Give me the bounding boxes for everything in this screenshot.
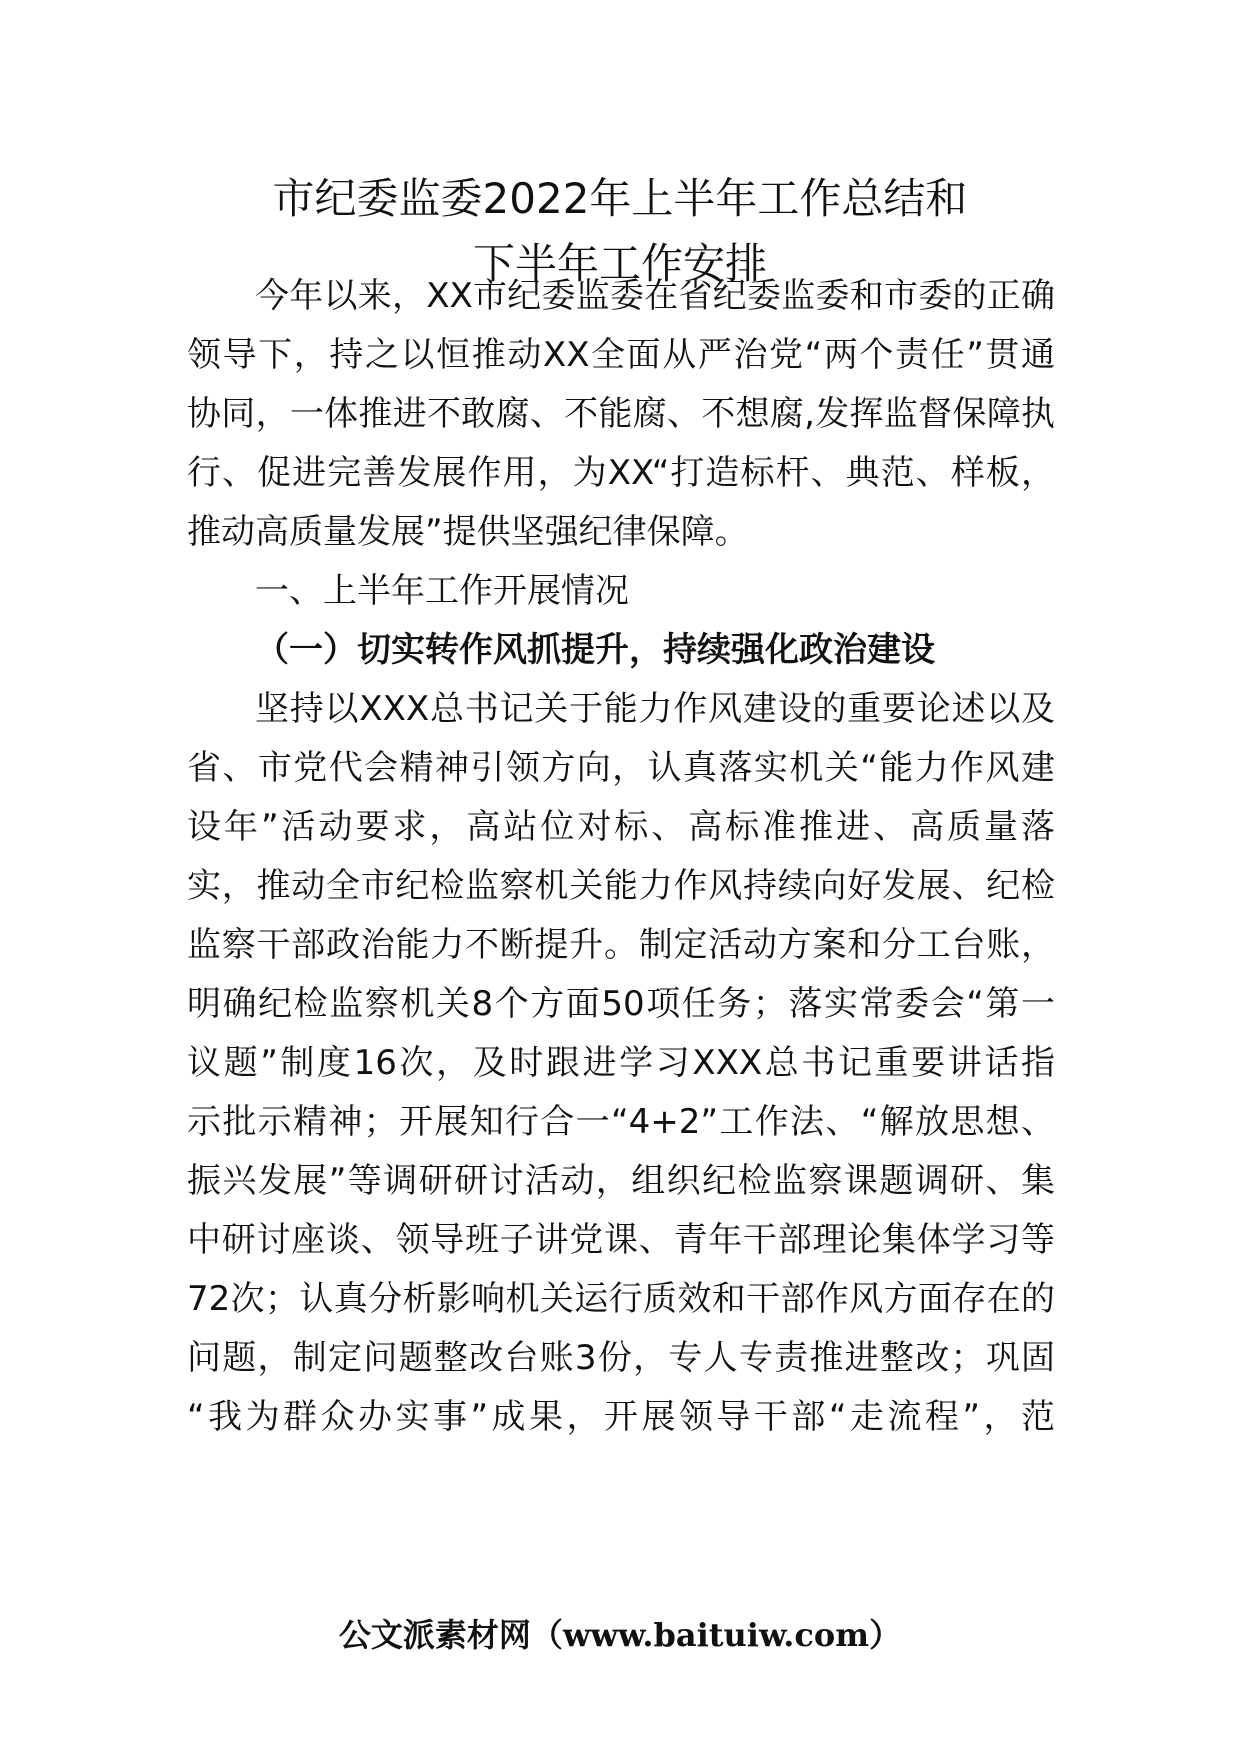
intro-paragraph-line: 领导下，持之以恒推动XX全面从严治党“两个责任”贯通 [187,335,1055,375]
body-paragraph-line: 实，推动全市纪检监察机关能力作风持续向好发展、纪检 [187,866,1055,906]
intro-paragraph-line: 协同，一体推进不敢腐、不能腐、不想腐,发挥监督保障执 [187,394,1055,434]
body-paragraph-line: 振兴发展”等调研研讨活动，组织纪检监察课题调研、集 [187,1161,1055,1201]
body-paragraph-line: 坚持以XXX总书记关于能力作风建设的重要论述以及 [255,689,1055,729]
section-heading: 一、上半年工作开展情况 [255,571,629,611]
document-title-line-2: 下半年工作安排 [472,239,767,288]
body-paragraph-line: 省、市党代会精神引领方向，认真落实机关“能力作风建 [187,748,1055,788]
intro-paragraph-line: 今年以来，XX市纪委监委在省纪委监委和市委的正确 [255,276,1055,316]
body-paragraph-line: 明确纪检监察机关8个方面50项任务；落实常委会“第一 [187,984,1055,1024]
document-title-line-1: 市纪委监委2022年上半年工作总结和 [272,174,968,223]
body-paragraph-line: 设年”活动要求，高站位对标、高标准推进、高质量落 [187,807,1055,847]
body-paragraph-line: 中研讨座谈、领导班子讲党课、青年干部理论集体学习等 [187,1220,1055,1260]
subsection-heading: （一）切实转作风抓提升，持续强化政治建设 [255,630,935,670]
footer-site-name: 公文派素材网 [338,1616,531,1654]
body-paragraph-line: 议题”制度16次，及时跟进学习XXX总书记重要讲话指 [187,1043,1055,1083]
footer-source [0,1610,1240,1660]
body-paragraph-line: 监察干部政治能力不断提升。制定活动方案和分工台账， [187,925,1055,965]
body-paragraph-line: 问题，制定问题整改台账3份，专人专责推进整改；巩固 [187,1338,1055,1378]
body-paragraph-line: 72次；认真分析影响机关运行质效和干部作风方面存在的 [187,1279,1055,1319]
footer-url: （www.baituiw.com） [530,1616,902,1654]
body-paragraph-line: 示批示精神；开展知行合一“4+2”工作法、“解放思想、 [187,1102,1055,1142]
body-paragraph-line: “我为群众办实事”成果，开展领导干部“走流程”，范 [187,1397,1055,1437]
intro-paragraph-line: 行、促进完善发展作用，为XX“打造标杆、典范、样板， [187,453,1055,493]
intro-paragraph-line: 推动高质量发展”提供坚强纪律保障。 [187,512,749,552]
